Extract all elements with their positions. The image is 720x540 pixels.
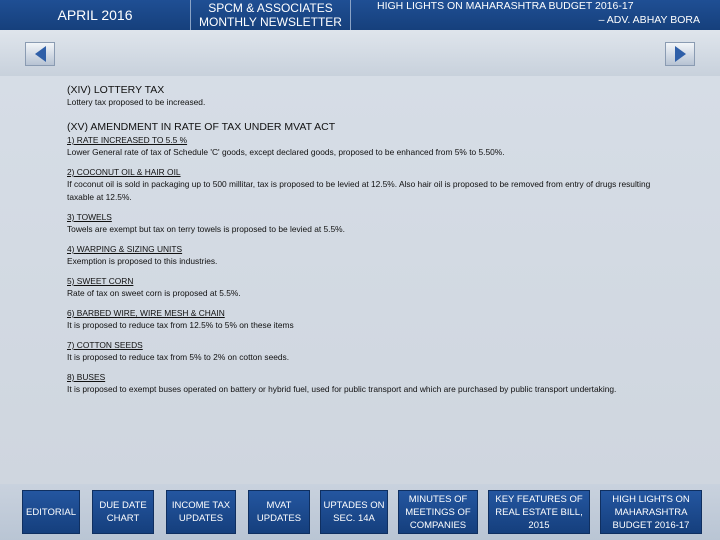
due-date-chart-button[interactable]: DUE DATE CHART	[92, 490, 154, 534]
item-text: Rate of tax on sweet corn is proposed at 5.5%.	[67, 288, 241, 298]
section-heading	[350, 0, 720, 30]
item-text: If coconut oil is sold in packaging up to 500 millitar, tax is proposed to be levied at 12.5%. Also hair oil is proposed to be removed from entry of drugs resulting taxable at 12.5%.	[67, 179, 651, 202]
navigation-row	[0, 30, 720, 76]
arrow-right-icon	[675, 46, 686, 62]
section-heading-author: – ADV. ABHAY BORA	[598, 14, 700, 26]
item-text: Lower General rate of tax of Schedule 'C' goods, except declared goods, proposed to be enhanced from 5% to 5.50%.	[67, 147, 505, 157]
company-meetings-button[interactable]: MINUTES OF MEETINGS OF COMPANIES	[398, 490, 478, 534]
item-text: Towels are exempt but tax on terry towels is proposed to be levied at 5.5%.	[67, 224, 345, 234]
content-area	[0, 76, 720, 480]
list-item	[67, 134, 720, 159]
item-heading: 8) BUSES	[67, 372, 106, 382]
lottery-tax-text: Lottery tax proposed to be increased.	[67, 97, 206, 107]
list-item	[67, 166, 720, 204]
newsletter-title-line2: MONTHLY NEWSLETTER	[199, 15, 342, 29]
arrow-left-icon	[35, 46, 46, 62]
item-text: It is proposed to reduce tax from 5% to 2% on cotton seeds.	[67, 352, 290, 362]
item-text: It is proposed to exempt buses operated on battery or hybrid fuel, used for public transport and which are purchased by public transport undertaking.	[67, 384, 617, 394]
list-item	[67, 211, 720, 236]
newsletter-title	[190, 0, 350, 30]
list-item	[67, 339, 720, 364]
lottery-tax-heading: (XIV) LOTTERY TAX	[67, 84, 165, 96]
previous-page-button[interactable]	[25, 42, 55, 66]
mvat-amendment-heading: (XV) AMENDMENT IN RATE OF TAX UNDER MVAT ACT	[67, 121, 336, 133]
header-bar	[0, 0, 720, 30]
item-heading: 2) COCONUT OIL & HAIR OIL	[67, 167, 181, 177]
list-item	[67, 371, 720, 396]
list-item	[67, 307, 720, 332]
list-item	[67, 275, 720, 300]
real-estate-bill-button[interactable]: KEY FEATURES OF REAL ESTATE BILL, 2015	[488, 490, 590, 534]
maharashtra-budget-button[interactable]: HIGH LIGHTS ON MAHARASHTRA BUDGET 2016-17	[600, 490, 702, 534]
item-heading: 1) RATE INCREASED TO 5.5 %	[67, 135, 188, 145]
item-text: It is proposed to reduce tax from 12.5% to 5% on these items	[67, 320, 294, 330]
mvat-updates-button[interactable]: MVAT UPDATES	[248, 490, 310, 534]
item-heading: 6) BARBED WIRE, WIRE MESH & CHAIN	[67, 308, 225, 318]
editorial-button[interactable]: EDITORIAL	[22, 490, 80, 534]
item-heading: 3) TOWELS	[67, 212, 112, 222]
list-item	[67, 243, 720, 268]
item-heading: 4) WARPING & SIZING UNITS	[67, 244, 183, 254]
item-text: Exemption is proposed to this industries.	[67, 256, 218, 266]
section-heading-line1: HIGH LIGHTS ON MAHARASHTRA BUDGET 2016-17	[377, 0, 634, 12]
item-heading: 5) SWEET CORN	[67, 276, 134, 286]
newsletter-title-line1: SPCM & ASSOCIATES	[208, 1, 333, 15]
sec-14a-updates-button[interactable]: UPTADES ON SEC. 14A	[320, 490, 388, 534]
next-page-button[interactable]	[665, 42, 695, 66]
income-tax-updates-button[interactable]: INCOME TAX UPDATES	[166, 490, 236, 534]
footer-nav	[0, 484, 720, 540]
item-heading: 7) COTTON SEEDS	[67, 340, 143, 350]
issue-month: APRIL 2016	[0, 0, 190, 30]
